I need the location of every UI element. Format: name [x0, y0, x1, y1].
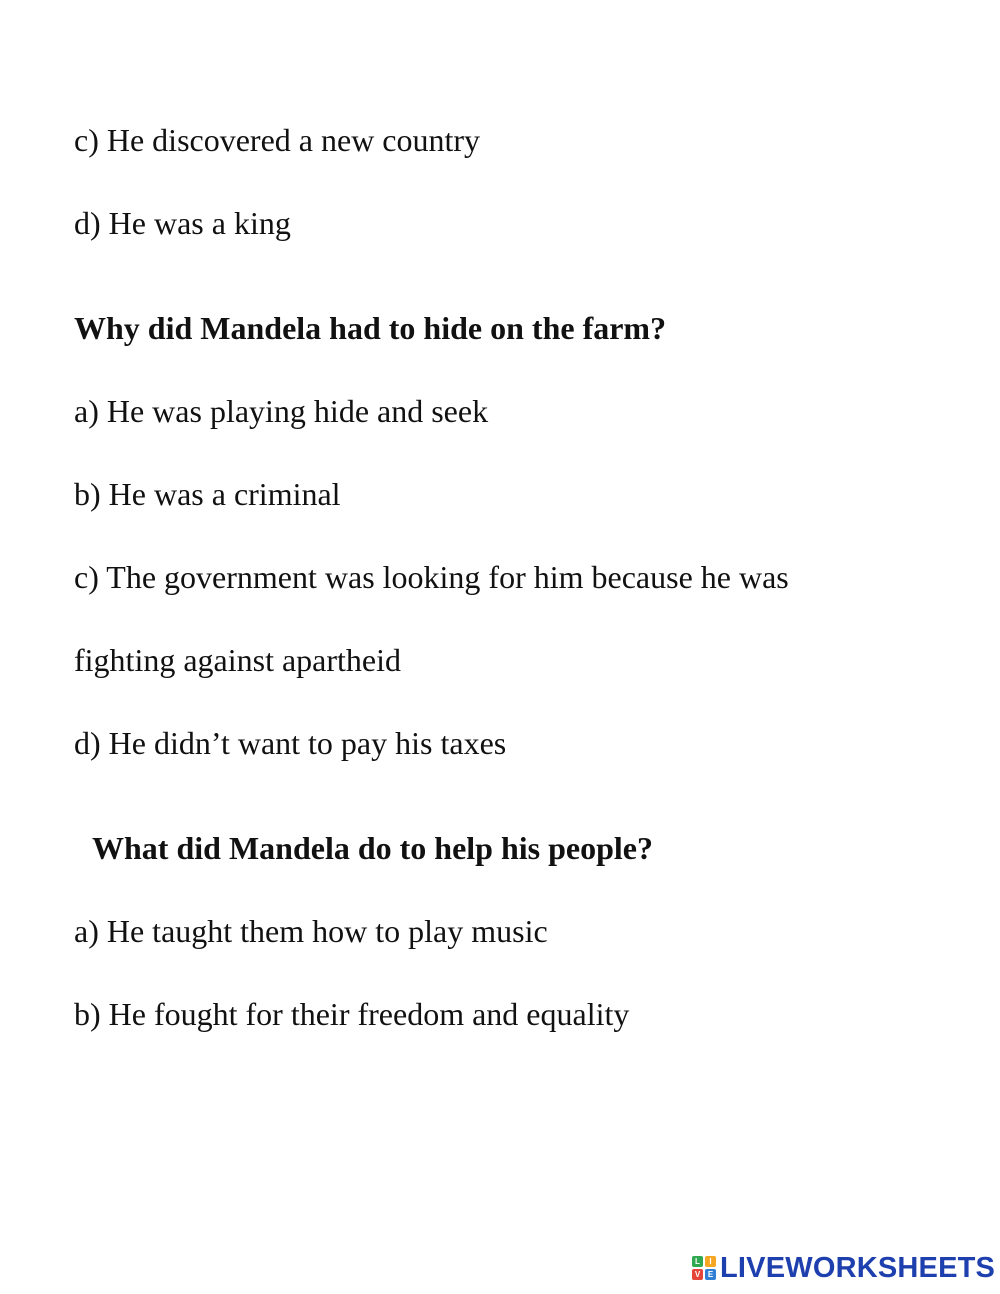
liveworksheets-brand — [692, 1252, 995, 1284]
brand-name: LIVEWORKSHEETS — [720, 1251, 996, 1284]
logo-tile-l: L — [692, 1256, 703, 1267]
liveworksheets-logo-icon — [692, 1256, 716, 1280]
answer-option-a-hide-and-seek: a) He was playing hide and seek — [74, 393, 489, 429]
answer-option-c-new-country: c) He discovered a new country — [74, 122, 481, 158]
answer-option-a-music: a) He taught them how to play music — [74, 913, 548, 949]
answer-option-d-king: d) He was a king — [74, 205, 291, 241]
answer-option-b-criminal: b) He was a criminal — [74, 476, 341, 512]
question-help-his-people: What did Mandela do to help his people? — [92, 830, 653, 866]
answer-option-d-taxes: d) He didn’t want to pay his taxes — [74, 725, 507, 761]
logo-tile-i: I — [705, 1256, 716, 1267]
answer-option-b-freedom-equality: b) He fought for their freedom and equality — [74, 996, 630, 1032]
question-hide-on-farm: Why did Mandela had to hide on the farm? — [74, 310, 667, 346]
logo-tile-v: V — [692, 1269, 703, 1280]
answer-option-c-government-line1: c) The government was looking for him because he was — [74, 559, 789, 595]
logo-tile-e: E — [705, 1269, 716, 1280]
answer-option-c-government-line2: fighting against apartheid — [74, 642, 402, 678]
